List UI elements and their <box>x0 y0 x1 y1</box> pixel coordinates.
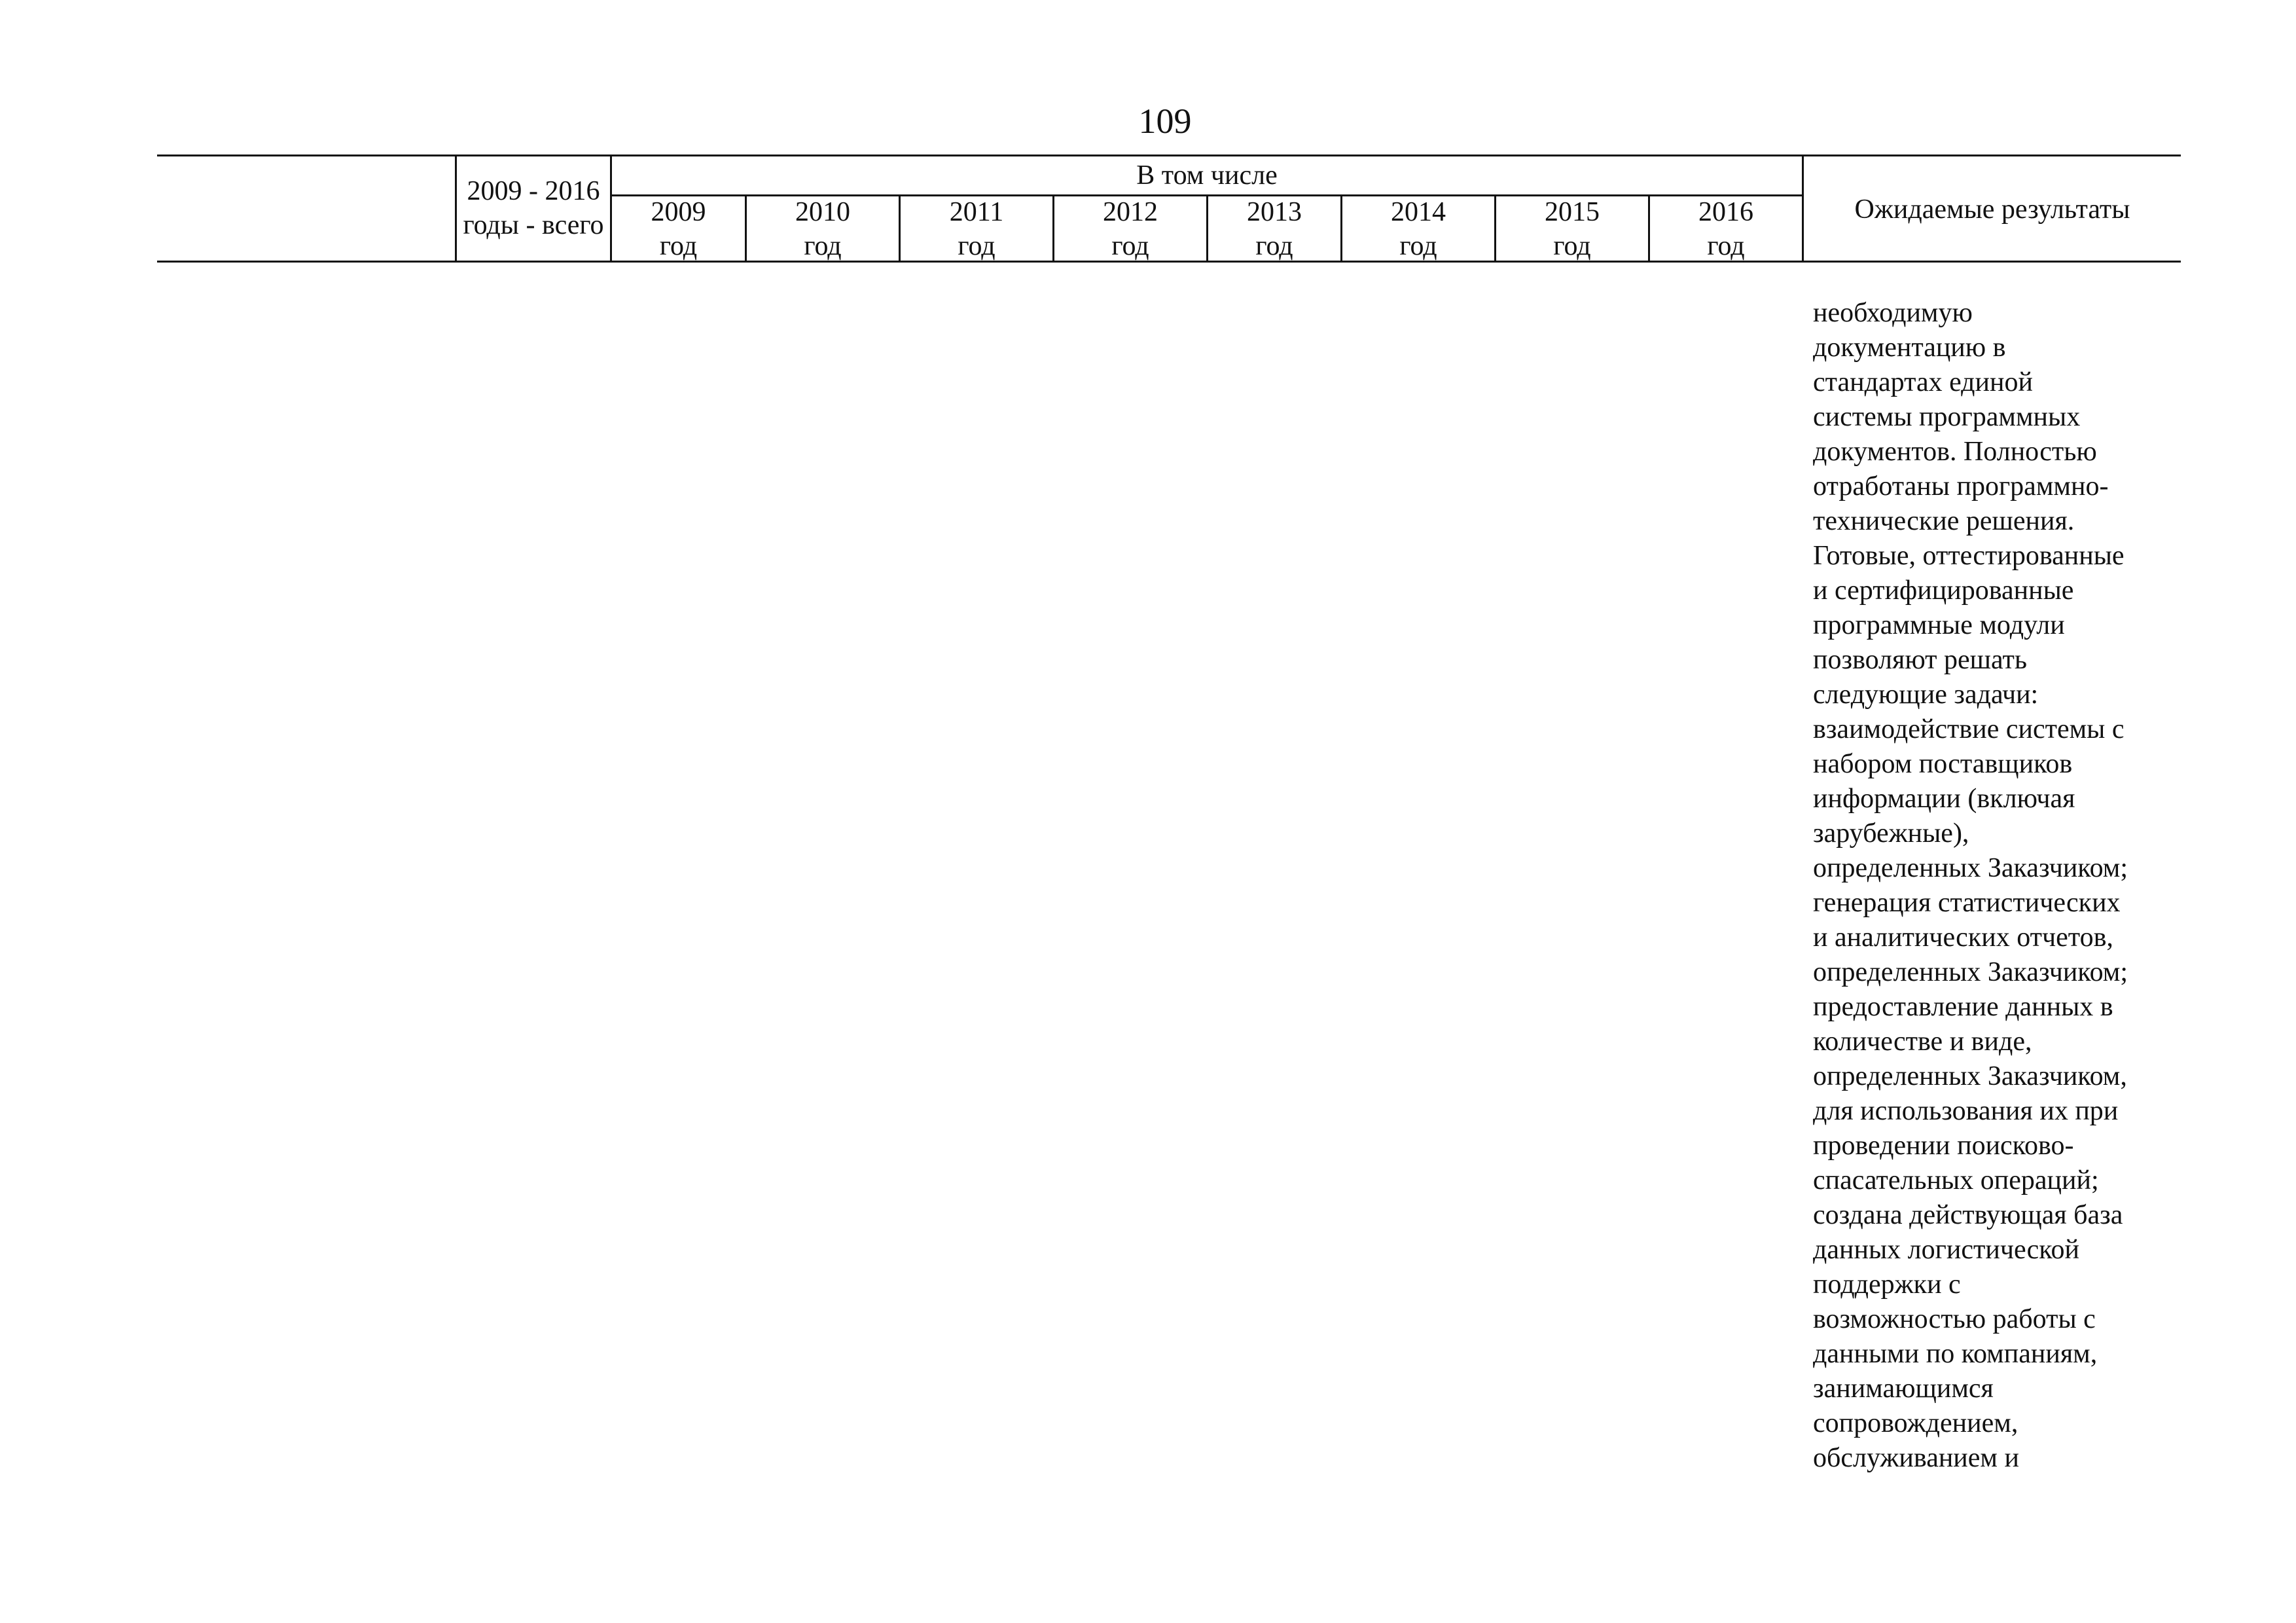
results-line: занимающимся <box>1813 1374 1994 1404</box>
year-2010: 2010 <box>795 197 850 227</box>
table-header <box>157 155 2181 263</box>
results-line: создана действующая база <box>1813 1200 2123 1230</box>
expected-results-text <box>1813 296 2179 1476</box>
results-line: технические решения. <box>1813 506 2075 536</box>
results-line: поддержки с <box>1813 1269 1961 1300</box>
year-2015-unit: год <box>1553 231 1591 261</box>
year-2011: 2011 <box>949 197 1004 227</box>
results-line: взаимодействие системы с <box>1813 714 2125 744</box>
results-line: определенных Заказчиком, <box>1813 1061 2127 1091</box>
year-2012-unit: год <box>1111 231 1149 261</box>
page-number: 109 <box>1138 101 1192 141</box>
results-line: набором поставщиков <box>1813 749 2073 779</box>
group-label: В том числе <box>1136 160 1278 191</box>
results-line: зарубежные), <box>1813 818 1969 848</box>
year-2014-unit: год <box>1399 231 1437 261</box>
results-line: системы программных <box>1813 402 2081 432</box>
results-line: определенных Заказчиком; <box>1813 853 2128 883</box>
results-line: обслуживанием и <box>1813 1443 2019 1473</box>
results-line: и сертифицированные <box>1813 575 2074 606</box>
results-line: и аналитических отчетов, <box>1813 922 2113 953</box>
year-2010-unit: год <box>804 231 842 261</box>
results-line: следующие задачи: <box>1813 680 2039 710</box>
year-2009: 2009 <box>651 197 706 227</box>
year-2015: 2015 <box>1545 197 1600 227</box>
results-line: стандартах единой <box>1813 367 2033 397</box>
results-col-header: Ожидаемые результаты <box>1854 194 2130 225</box>
year-2012: 2012 <box>1103 197 1158 227</box>
year-2013: 2013 <box>1247 197 1302 227</box>
total-col-line1: 2009 - 2016 <box>467 176 600 206</box>
year-2009-unit: год <box>659 231 698 261</box>
results-line: предоставление данных в <box>1813 992 2113 1022</box>
results-line: данных логистической <box>1813 1235 2080 1265</box>
results-line: количестве и виде, <box>1813 1027 2032 1057</box>
results-line: Готовые, оттестированные <box>1813 541 2125 571</box>
results-line: позволяют решать <box>1813 645 2028 675</box>
year-2016-unit: год <box>1707 231 1745 261</box>
results-line: данными по компаниям, <box>1813 1339 2098 1369</box>
results-line: информации (включая <box>1813 784 2075 814</box>
results-line: сопровождением, <box>1813 1408 2018 1438</box>
results-line: спасательных операций; <box>1813 1165 2099 1195</box>
results-line: документов. Полностью <box>1813 437 2097 467</box>
year-2013-unit: год <box>1255 231 1293 261</box>
year-2014: 2014 <box>1391 197 1446 227</box>
results-line: возможностью работы с <box>1813 1304 2096 1334</box>
results-line: необходимую <box>1813 298 1973 328</box>
results-line: генерация статистических <box>1813 888 2121 918</box>
results-line: проведении поисково- <box>1813 1131 2074 1161</box>
total-col-line2: годы - всего <box>463 210 604 240</box>
year-2016: 2016 <box>1698 197 1753 227</box>
results-line: для использования их при <box>1813 1096 2119 1126</box>
results-line: отработаны программно- <box>1813 471 2109 501</box>
results-line: определенных Заказчиком; <box>1813 957 2128 987</box>
results-line: программные модули <box>1813 610 2065 640</box>
results-line: документацию в <box>1813 333 2006 363</box>
year-2011-unit: год <box>958 231 996 261</box>
